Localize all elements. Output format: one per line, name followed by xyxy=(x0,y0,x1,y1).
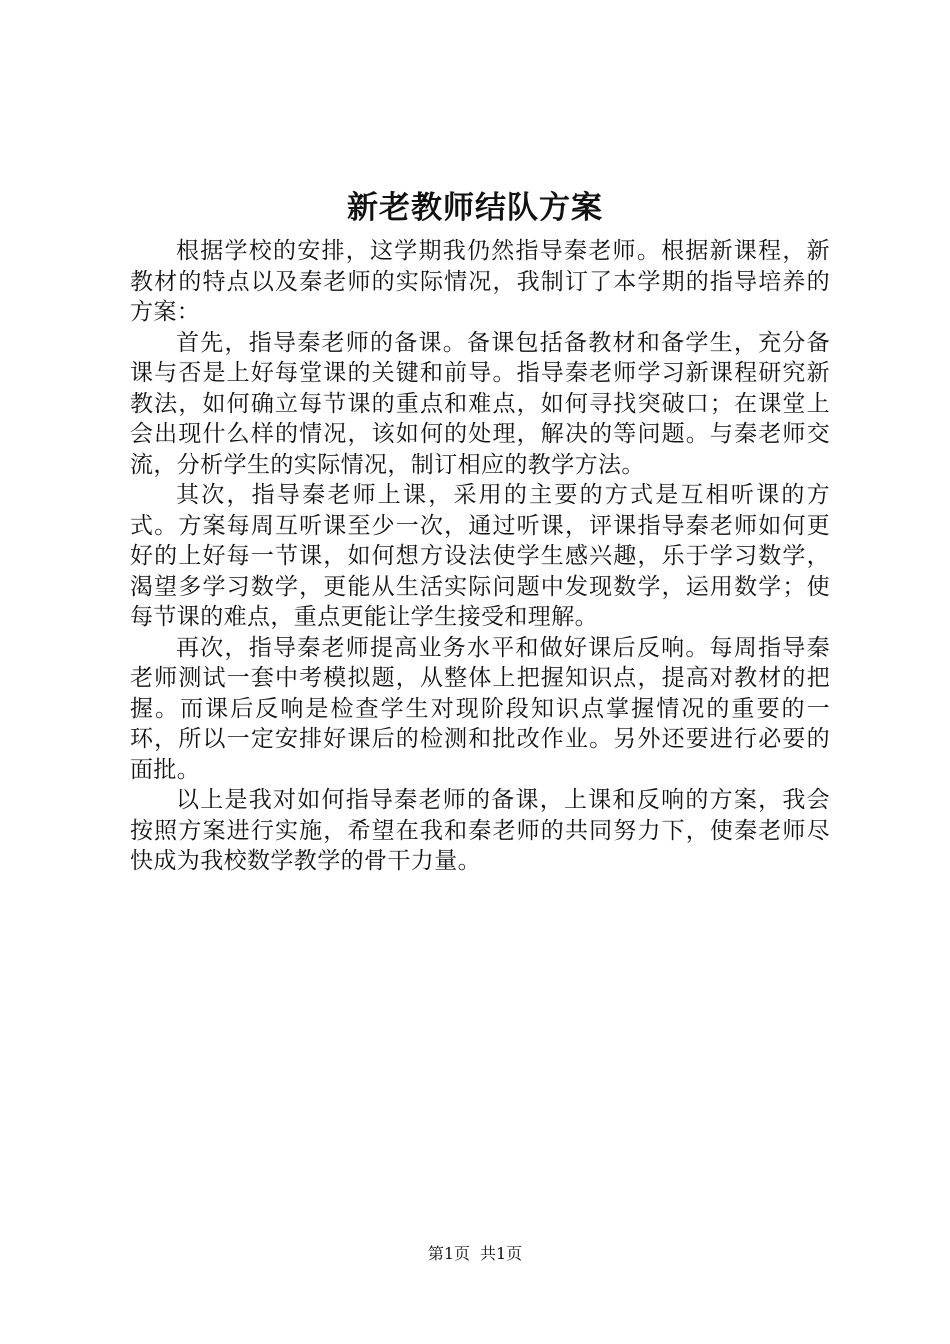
document-title: 新老教师结队方案 xyxy=(347,190,603,226)
paragraph-intro: 根据学校的安排，这学期我仍然指导秦老师。根据新课程，新教材的特点以及秦老师的实际情况，我制订了本学期的指导培养的方案： xyxy=(130,238,830,325)
page-number: 第1页 xyxy=(427,1244,470,1263)
page-total: 共1页 xyxy=(480,1244,523,1263)
paragraph-second: 其次，指导秦老师上课，采用的主要的方式是互相听课的方式。方案每周互听课至少一次，通过听课，评课指导秦老师如何更好的上好每一节课，如何想方设法使学生感兴趣，乐于学习数学，渴望多学习数学，更能从生活实际问题中发现数学，运用数学；使每节课的难点，重点更能让学生接受和理解。 xyxy=(130,482,830,630)
paragraph-third: 再次，指导秦老师提高业务水平和做好课后反响。每周指导秦老师测试一套中考模拟题，从整体上把握知识点，提高对教材的把握。而课后反响是检查学生对现阶段知识点掌握情况的重要的一环，所以一定安排好课后的检测和批改作业。另外还要进行必要的面批。 xyxy=(130,634,830,783)
document-body xyxy=(130,236,830,877)
page-footer xyxy=(0,1242,950,1266)
paragraph-conclusion: 以上是我对如何指导秦老师的备课，上课和反响的方案，我会按照方案进行实施，希望在我和秦老师的共同努力下，使秦老师尽快成为我校数学教学的骨干力量。 xyxy=(130,787,830,874)
paragraph-first: 首先，指导秦老师的备课。备课包括备教材和备学生，充分备课与否是上好每堂课的关键和前导。指导秦老师学习新课程研究新教法，如何确立每节课的重点和难点，如何寻找突破口；在课堂上会出现什么样的情况，该如何的处理，解决的等问题。与秦老师交流，分析学生的实际情况，制订相应的教学方法。 xyxy=(130,329,830,478)
